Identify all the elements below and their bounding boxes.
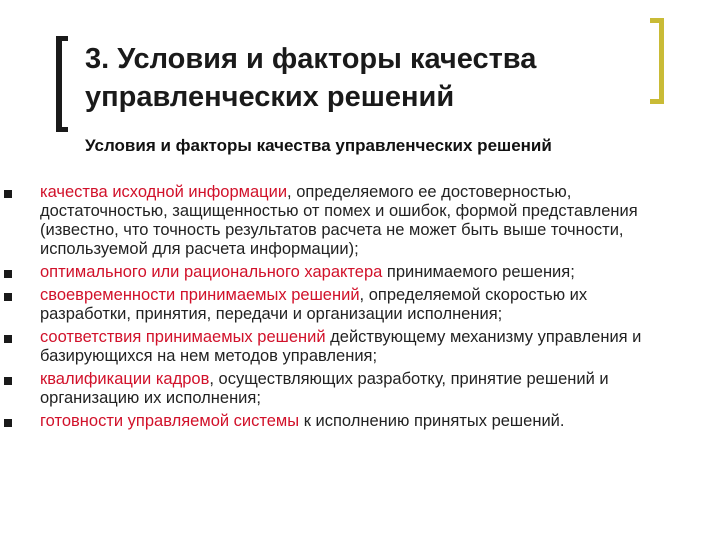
slide-title: 3. Условия и факторы качества управленческих решений xyxy=(85,43,537,113)
square-bullet-icon xyxy=(4,419,12,427)
item-highlight: оптимального или рационального характера xyxy=(40,263,383,281)
list-item xyxy=(0,183,670,259)
square-bullet-icon xyxy=(4,293,12,301)
factors-list xyxy=(0,183,720,435)
square-bullet-icon xyxy=(4,377,12,385)
square-bullet-icon xyxy=(4,270,12,278)
item-highlight: готовности управляемой системы xyxy=(40,412,300,430)
item-highlight: квалификации кадров xyxy=(40,370,210,388)
item-text: , определяемой скоростью их разработки, принятия, передачи и организации исполнения; xyxy=(40,286,588,323)
list-item xyxy=(0,263,670,282)
list-item xyxy=(0,328,670,366)
right-bracket-decoration xyxy=(650,18,664,104)
item-highlight: своевременности принимаемых решений xyxy=(40,286,360,304)
item-text: , осуществляющих разработку, принятие решений и организацию их исполнения; xyxy=(40,370,609,407)
list-item xyxy=(0,370,670,408)
left-bracket-decoration xyxy=(56,36,68,132)
item-highlight: соответствия принимаемых решений xyxy=(40,328,326,346)
item-text: действующему механизму управления и базирующихся на нем методов управления; xyxy=(40,328,642,365)
slide-subtitle: Условия и факторы качества управленческих решений xyxy=(85,136,552,155)
item-highlight: качества исходной информации xyxy=(40,183,288,201)
item-text: , определяемого ее достоверностью, достаточностью, защищенностью от помех и ошибок, формой представления (известно, что точность результатов расчета не может быть выше точности, используемой для расчета информации); xyxy=(40,183,638,258)
list-item xyxy=(0,286,670,324)
square-bullet-icon xyxy=(4,190,12,198)
list-item xyxy=(0,412,670,431)
item-text: принимаемого решения; xyxy=(382,263,575,281)
square-bullet-icon xyxy=(4,335,12,343)
item-text: к исполнению принятых решений. xyxy=(299,412,565,430)
